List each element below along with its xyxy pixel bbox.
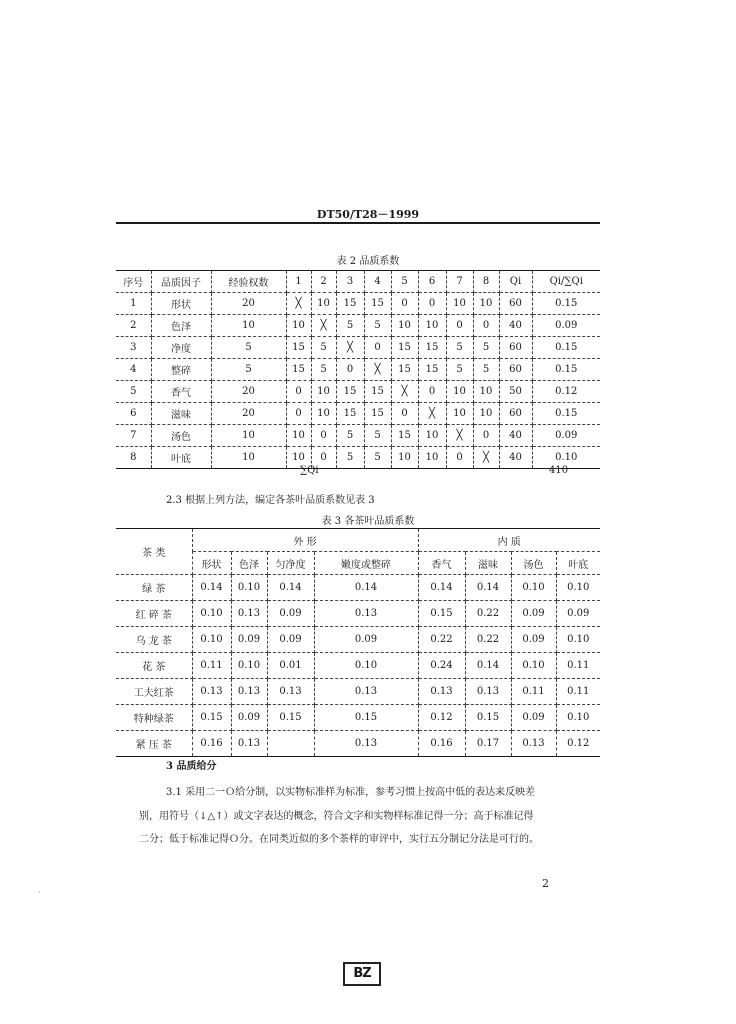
table-cell: 0.24 — [418, 653, 465, 679]
table3-column-header: 嫩度或整碎 — [314, 552, 418, 575]
table-cell: 0 — [286, 403, 311, 425]
table-cell: 0.15 — [418, 601, 465, 627]
table-cell: 0.22 — [465, 627, 511, 653]
table-cell: 0.14 — [465, 653, 511, 679]
table-cell: 0.10 — [231, 575, 267, 601]
table-row — [116, 679, 600, 705]
table-cell: 10 — [418, 447, 446, 469]
table-cell: 0 — [364, 337, 391, 359]
table-cell: 15 — [391, 337, 418, 359]
table-cell: 15 — [336, 381, 364, 403]
table-cell: 60 — [499, 337, 532, 359]
table3-column-header: 色泽 — [231, 552, 267, 575]
table3-column-header: 匀净度 — [267, 552, 314, 575]
table-cell: 15 — [364, 381, 391, 403]
table-cell: 0.09 — [532, 315, 600, 337]
table-cell: 0.13 — [231, 731, 267, 757]
table-cell: 0.15 — [465, 705, 511, 731]
table-row — [116, 447, 600, 469]
table-cell: 0.11 — [556, 679, 600, 705]
table-cell: 0.14 — [418, 575, 465, 601]
table-cell: 0.14 — [314, 575, 418, 601]
table-cell: 10 — [286, 315, 311, 337]
table-cell: 形状 — [151, 293, 211, 315]
table-row — [116, 627, 600, 653]
table-cell: 0.11 — [511, 679, 556, 705]
table-cell: 0.09 — [556, 601, 600, 627]
table-cell: 50 — [499, 381, 532, 403]
tea-type-name: 工夫红茶 — [116, 679, 192, 705]
tea-type-name: 红 碎 茶 — [116, 601, 192, 627]
paragraph-2-3: 2.3 根据上列方法，编定各茶叶品质系数见表 3 — [166, 495, 375, 506]
table-cell: ╳ — [446, 425, 473, 447]
quality-coefficient-table — [116, 270, 600, 469]
table-cell: 0.13 — [267, 679, 314, 705]
table-cell: 10 — [211, 315, 286, 337]
table-cell: 0.14 — [267, 575, 314, 601]
table-cell: 0.09 — [511, 601, 556, 627]
table-cell: 5 — [336, 425, 364, 447]
table2-column-header: 经验权数 — [211, 271, 286, 293]
table-cell: 滋味 — [151, 403, 211, 425]
table-cell: 15 — [418, 359, 446, 381]
table-cell: 0.14 — [192, 575, 231, 601]
table-cell: ╳ — [311, 315, 336, 337]
table-cell: 40 — [499, 447, 532, 469]
table2-column-header: 7 — [446, 271, 473, 293]
table-cell: 5 — [336, 315, 364, 337]
table3-column-header: 叶底 — [556, 552, 600, 575]
table-cell: 色泽 — [151, 315, 211, 337]
table-cell: 10 — [286, 425, 311, 447]
table-cell: 20 — [211, 381, 286, 403]
header-rule — [116, 222, 600, 224]
tea-type-name: 花 茶 — [116, 653, 192, 679]
table-cell: 0.10 — [511, 575, 556, 601]
table-cell: 10 — [418, 315, 446, 337]
table-cell: 0.09 — [511, 705, 556, 731]
table2-column-header: 1 — [286, 271, 311, 293]
table-cell: 10 — [211, 447, 286, 469]
table-cell: 0.11 — [556, 653, 600, 679]
table-cell: 40 — [499, 315, 532, 337]
table-cell: ╳ — [286, 293, 311, 315]
table3-group-row — [116, 529, 600, 552]
table-cell: 40 — [499, 425, 532, 447]
table-cell: 10 — [211, 425, 286, 447]
table-cell: 0.13 — [231, 601, 267, 627]
table-cell: 0.09 — [231, 627, 267, 653]
publisher-logo: BZ — [343, 962, 381, 986]
table-cell: 0.13 — [192, 679, 231, 705]
table-cell: 0 — [418, 293, 446, 315]
table-cell: 0.09 — [314, 627, 418, 653]
table-cell: 3 — [116, 337, 151, 359]
table-cell: 0 — [473, 315, 499, 337]
table-cell: 10 — [311, 381, 336, 403]
table3-column-header: 香气 — [418, 552, 465, 575]
page-number: 2 — [542, 877, 549, 890]
table-cell: 20 — [211, 403, 286, 425]
table3-column-header: 滋味 — [465, 552, 511, 575]
table-cell: 0.10 — [192, 627, 231, 653]
table-cell: 15 — [391, 359, 418, 381]
table-cell: 60 — [499, 359, 532, 381]
table-cell: 20 — [211, 293, 286, 315]
table2-column-header: 序号 — [116, 271, 151, 293]
tea-type-name: 紧 压 茶 — [116, 731, 192, 757]
section-3-line-1: 3.1 采用二一Ｏ给分制，以实物标准样为标准，参考习惯上按高中低的表达来反映差 — [166, 787, 536, 798]
table-row — [116, 381, 600, 403]
table-cell — [267, 731, 314, 757]
table-cell: 60 — [499, 403, 532, 425]
table-cell: 10 — [311, 403, 336, 425]
table-row — [116, 337, 600, 359]
table-cell: 0.09 — [231, 705, 267, 731]
table-cell: 10 — [446, 293, 473, 315]
table-cell: 0 — [391, 293, 418, 315]
table-cell: 0.10 — [532, 447, 600, 469]
table-cell: 10 — [311, 293, 336, 315]
table-cell: 0.13 — [314, 601, 418, 627]
table-cell: 15 — [286, 359, 311, 381]
table-cell: 0.16 — [418, 731, 465, 757]
table-cell: 5 — [364, 315, 391, 337]
table-cell: 0.10 — [556, 627, 600, 653]
table-cell: 0.13 — [314, 679, 418, 705]
table-cell: 60 — [499, 293, 532, 315]
table-cell: 0 — [311, 447, 336, 469]
section-3-line-3: 二分；低于标准记得Ｏ分。在同类近似的多个茶样的审评中，实行五分制记分法是可行的。 — [139, 834, 539, 845]
table-cell: 10 — [473, 403, 499, 425]
table-row — [116, 601, 600, 627]
section-3-line-2: 别，用符号（↓△↑）或文字表达的概念，符合文字和实物样标准记得一分；高于标准记得 — [139, 811, 534, 822]
table-row — [116, 359, 600, 381]
table-cell: 0.10 — [192, 601, 231, 627]
table-cell: 10 — [473, 381, 499, 403]
scan-speck: · — [38, 888, 41, 897]
table-cell: 1 — [116, 293, 151, 315]
table-cell: 0 — [311, 425, 336, 447]
table-cell: 15 — [364, 293, 391, 315]
table-cell: 2 — [116, 315, 151, 337]
table-cell: 香气 — [151, 381, 211, 403]
table-cell: 0 — [336, 359, 364, 381]
table-cell: 0.09 — [267, 601, 314, 627]
table-cell: 10 — [391, 315, 418, 337]
table-cell: 5 — [211, 359, 286, 381]
tea-quality-table — [116, 528, 600, 757]
table-cell: 0.16 — [192, 731, 231, 757]
table-cell: 0.15 — [532, 293, 600, 315]
table-row — [116, 731, 600, 757]
table-cell: 15 — [336, 403, 364, 425]
table-cell: 5 — [311, 359, 336, 381]
table2-column-header: 4 — [364, 271, 391, 293]
table2-column-header: 2 — [311, 271, 336, 293]
document-code: DT50/T28－1999 — [316, 208, 420, 221]
table-cell: 7 — [116, 425, 151, 447]
table-cell: 10 — [446, 381, 473, 403]
table-row — [116, 425, 600, 447]
table2-column-header: 3 — [336, 271, 364, 293]
table-cell: 0.10 — [314, 653, 418, 679]
table-cell: 10 — [286, 447, 311, 469]
table-cell: ╳ — [473, 447, 499, 469]
table-cell: 0.10 — [231, 653, 267, 679]
table-cell: 0.22 — [418, 627, 465, 653]
table2-column-header: 5 — [391, 271, 418, 293]
table-row — [116, 575, 600, 601]
table-cell: ╳ — [336, 337, 364, 359]
table-cell: 10 — [446, 403, 473, 425]
table-cell: 5 — [446, 337, 473, 359]
table-cell: 汤色 — [151, 425, 211, 447]
table-row — [116, 403, 600, 425]
table-cell: 0.13 — [511, 731, 556, 757]
section-3-title: 3 品质给分 — [166, 761, 217, 772]
table-cell: 0 — [391, 403, 418, 425]
table-cell: 0.13 — [314, 731, 418, 757]
table-cell: 5 — [336, 447, 364, 469]
table-cell: 0 — [446, 315, 473, 337]
table-cell: 15 — [286, 337, 311, 359]
sum-qi-label: ∑Qi — [300, 465, 319, 476]
inner-quality-group-header: 内 质 — [418, 529, 600, 552]
table-cell: 5 — [211, 337, 286, 359]
table3-caption: 表 3 各茶叶品质系数 — [321, 516, 415, 527]
table-row — [116, 653, 600, 679]
table-cell: 0.10 — [556, 705, 600, 731]
table-cell: 0.15 — [532, 337, 600, 359]
table-row — [116, 293, 600, 315]
table-cell: ╳ — [364, 359, 391, 381]
table-row — [116, 705, 600, 731]
table-cell: 0.09 — [511, 627, 556, 653]
table-cell: 0.15 — [532, 359, 600, 381]
table-cell: 15 — [391, 425, 418, 447]
table-cell: 0.15 — [314, 705, 418, 731]
table-cell: 8 — [116, 447, 151, 469]
table-cell: 4 — [116, 359, 151, 381]
table-cell: 0.09 — [532, 425, 600, 447]
table-cell: 0.10 — [511, 653, 556, 679]
table-cell: 0.10 — [556, 575, 600, 601]
table-cell: 0.22 — [465, 601, 511, 627]
tea-type-name: 特种绿茶 — [116, 705, 192, 731]
table-cell: 0.15 — [192, 705, 231, 731]
table2-column-header: Qi — [499, 271, 532, 293]
table-cell: 整碎 — [151, 359, 211, 381]
table-cell: 5 — [364, 447, 391, 469]
table-cell: 净度 — [151, 337, 211, 359]
table2-column-header: 6 — [418, 271, 446, 293]
table-cell: 0.13 — [418, 679, 465, 705]
table-cell: 10 — [418, 425, 446, 447]
table-cell: 10 — [473, 293, 499, 315]
table-cell: 5 — [364, 425, 391, 447]
table-cell: 0.14 — [465, 575, 511, 601]
table2-column-header: Qi/∑Qi — [532, 271, 600, 293]
table-cell: 0 — [446, 447, 473, 469]
appearance-group-header: 外 形 — [192, 529, 418, 552]
table2-caption: 表 2 品质系数 — [336, 256, 400, 267]
table-cell: 10 — [391, 447, 418, 469]
table3-column-header: 形状 — [192, 552, 231, 575]
table-cell: 0.12 — [532, 381, 600, 403]
table-cell: 0.15 — [267, 705, 314, 731]
table-cell: 5 — [446, 359, 473, 381]
tea-type-name: 乌 龙 茶 — [116, 627, 192, 653]
table-cell: 0.15 — [532, 403, 600, 425]
table2-column-header: 品质因子 — [151, 271, 211, 293]
table-cell: 15 — [364, 403, 391, 425]
table-cell: 5 — [116, 381, 151, 403]
table-row — [116, 315, 600, 337]
table-cell: 5 — [311, 337, 336, 359]
table-cell: 0 — [286, 381, 311, 403]
table-cell: 0.11 — [192, 653, 231, 679]
table-cell: 0.13 — [231, 679, 267, 705]
table-cell: 0.12 — [556, 731, 600, 757]
table-cell: 15 — [418, 337, 446, 359]
table-cell: 0 — [418, 381, 446, 403]
table-cell: ╳ — [418, 403, 446, 425]
tea-type-name: 绿 茶 — [116, 575, 192, 601]
table-cell: 0.01 — [267, 653, 314, 679]
table-cell: 5 — [473, 337, 499, 359]
table-cell: 叶底 — [151, 447, 211, 469]
tea-type-header: 茶 类 — [116, 529, 192, 575]
table-cell: 5 — [473, 359, 499, 381]
table-cell: 15 — [336, 293, 364, 315]
table2-column-header: 8 — [473, 271, 499, 293]
table-cell: ╳ — [391, 381, 418, 403]
table2-header-row — [116, 271, 600, 293]
table-cell: 0.17 — [465, 731, 511, 757]
table-cell: 0.13 — [465, 679, 511, 705]
table3-column-header: 汤色 — [511, 552, 556, 575]
table-cell: 6 — [116, 403, 151, 425]
table-cell: 0.09 — [267, 627, 314, 653]
table-cell: 0.12 — [418, 705, 465, 731]
sum-qi-value: 410 — [549, 465, 569, 476]
table-cell: 0 — [473, 425, 499, 447]
